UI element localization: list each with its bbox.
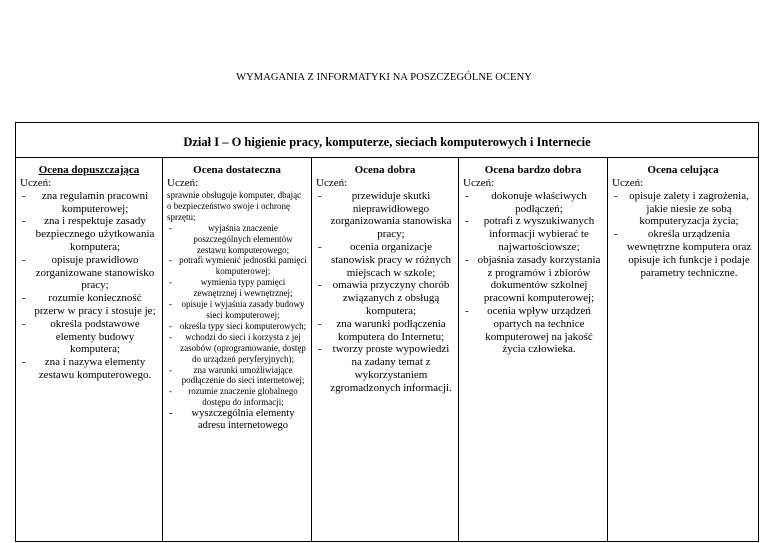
requirements-list <box>612 190 754 280</box>
list-item: - wyjaśnia znaczenie poszczególnych elementów zestawu komputerowego; <box>167 223 307 256</box>
list-item: - opisuje zalety i zagrożenia, jakie niesie ze sobą komputeryzacja życia; <box>612 190 754 228</box>
page-title: WYMAGANIA Z INFORMATYKI NA POSZCZEGÓLNE OCENY <box>236 72 532 83</box>
list-item: - określa podstawowe elementy budowy komputera; <box>20 318 158 356</box>
list-item: - określa urządzenia wewnętrzne komputera oraz opisuje ich funkcje i podaje parametry techniczne. <box>612 228 754 279</box>
requirements-table <box>15 122 759 542</box>
requirements-list <box>463 190 603 356</box>
column-dobra <box>312 158 459 541</box>
list-item: - zna warunki umożliwiające podłączenie do sieci internetowej; <box>167 365 307 387</box>
list-item: - ocenia wpływ urządzeń opartych na technice komputerowej na jakość życia człowieka. <box>463 305 603 356</box>
column-header: Ocena dopuszczająca <box>38 164 140 176</box>
column-header: Ocena dostateczna <box>193 164 281 176</box>
student-label: Uczeń: <box>612 177 644 189</box>
student-label: Uczeń: <box>167 177 199 189</box>
list-item: - ocenia organizacje stanowisk pracy w różnych miejscach w szkole; <box>316 241 454 279</box>
list-item: - omawia przyczyny chorób związanych z obsługą komputera; <box>316 279 454 317</box>
list-item: - przewiduje skutki nieprawidłowego zorganizowania stanowiska pracy; <box>316 190 454 241</box>
list-item: - tworzy proste wypowiedzi na zadany temat z wykorzystaniem zgromadzonych informacji. <box>316 343 454 394</box>
student-label: Uczeń: <box>20 177 52 189</box>
column-celujaca <box>608 158 758 541</box>
list-item: - zna regulamin pracowni komputerowej; <box>20 190 158 216</box>
intro-text: sprawnie obsługuje komputer, dbając o bezpieczeństwo swoje i ochronę sprzętu; <box>167 190 302 222</box>
grade-columns <box>16 157 758 541</box>
list-item: - potrafi wymienić jednostki pamięci komputerowej; <box>167 255 307 277</box>
student-label: Uczeń: <box>463 177 495 189</box>
list-item: - zna i nazywa elementy zestawu komputerowego. <box>20 356 158 382</box>
requirements-list <box>20 190 158 382</box>
list-item: - objaśnia zasady korzystania z programów i zbiorów dokumentów szkolnej pracowni komputerowej; <box>463 254 603 305</box>
requirements-list <box>316 190 454 395</box>
list-item: - wymienia typy pamięci zewnętrznej i wewnętrznej; <box>167 277 307 299</box>
column-dostateczna <box>163 158 312 541</box>
list-item: - potrafi z wyszukiwanych informacji wybierać te najwartościowsze; <box>463 215 603 253</box>
list-item: - zna warunki podłączenia komputera do Internetu; <box>316 318 454 344</box>
list-item: - wyszczególnia elementy adresu internetowego <box>167 408 307 432</box>
list-item: - opisuje prawidłowo zorganizowane stanowisko pracy; <box>20 254 158 292</box>
requirements-list <box>167 223 307 432</box>
list-item: - określa typy sieci komputerowych; <box>167 321 307 332</box>
list-item: - rozumie znaczenie globalnego dostępu do informacji; <box>167 386 307 408</box>
column-dopuszczajaca <box>16 158 163 541</box>
column-header: Ocena dobra <box>354 164 416 176</box>
list-item: - wchodzi do sieci i korzysta z jej zasobów (oprogramowanie, dostęp do urządzeń peryferyjnych); <box>167 332 307 365</box>
list-item: - rozumie konieczność przerw w pracy i stosuje je; <box>20 292 158 318</box>
column-header: Ocena bardzo dobra <box>484 164 582 176</box>
column-header: Ocena celująca <box>647 164 719 176</box>
column-bardzo-dobra <box>459 158 608 541</box>
list-item: - zna i respektuje zasady bezpiecznego użytkowania komputera; <box>20 215 158 253</box>
list-item: - opisuje i wyjaśnia zasady budowy sieci komputerowej; <box>167 299 307 321</box>
student-label: Uczeń: <box>316 177 348 189</box>
list-item: - dokonuje właściwych podłączeń; <box>463 190 603 216</box>
section-title: Dział I – O higienie pracy, komputerze, sieciach komputerowych i Internecie <box>183 135 591 149</box>
